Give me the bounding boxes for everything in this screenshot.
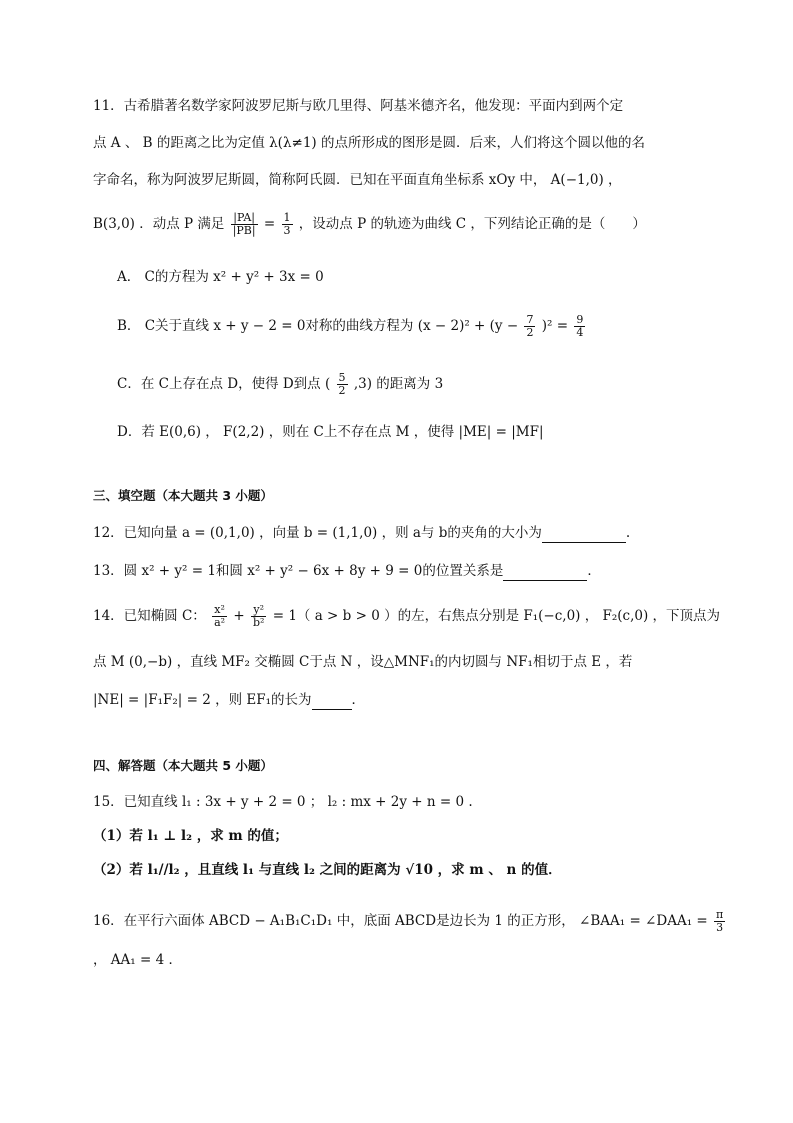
q11-optc-fnum: 5 [338, 371, 346, 384]
q16-line1-pre: 16．在平行六面体 ABCD − A₁B₁C₁D₁ 中，底面 ABCD是边长为 1 的正方形， ∠BAA₁ = ∠DAA₁ = [93, 913, 708, 929]
q14-line-1 [93, 604, 720, 629]
q11-option-b [117, 314, 587, 339]
section-answer-heading: 四、解答题（本大题共 5 小题） [93, 758, 273, 773]
q11-optc-pre: C．在 C上存在点 D，使得 D到点 ( [117, 376, 331, 392]
q16-pi-num: π [716, 908, 724, 921]
q13-text: 13．圆 x² + y² = 1和圆 x² + y² − 6x + 8y + 9 = 0的位置关系是 [93, 563, 504, 579]
q11-optb-mid: )² = [541, 318, 569, 334]
q11-third-den: 3 [283, 224, 291, 237]
q12-end: . [625, 525, 631, 541]
q11-optb-rnum: 9 [576, 313, 584, 326]
q14-plus: + [233, 608, 245, 624]
q16-line-1 [93, 909, 727, 934]
q11-line-4 [93, 212, 646, 237]
q14-x-den: a² [214, 616, 226, 629]
q12-text: 12．已知向量 a = (0,1,0) ，向量 b = (1,1,0) ，则 a与 b的夹角的大小为 [93, 525, 542, 541]
q11-optb-fden: 2 [526, 326, 534, 339]
q14-line1-post: = 1（ a > b > 0 ）的左，右焦点分别是 F₁(−c,0) ， F₂(c,0) ，下顶点为 [272, 608, 721, 624]
q14-y-num: y² [251, 604, 266, 617]
q11-ratio-num: |PA| [231, 212, 258, 225]
q14-y-den: b² [252, 616, 265, 629]
q12 [93, 523, 630, 543]
q14-line1-pre: 14．已知椭圆 C： [93, 608, 206, 624]
q13 [93, 561, 601, 581]
q11-optc-fraction [337, 372, 348, 397]
q11-line-2: 点 A 、 B 的距离之比为定值 λ(λ≠1) 的点所形成的图形是圆．后来，人们将这个圆以他的名 [93, 135, 645, 151]
q11-optb-rhs-fraction [574, 314, 585, 339]
q11-equals: = [263, 216, 276, 232]
q15-part-1: （1）若 l₁ ⊥ l₂ ，求 m 的值； [93, 828, 288, 844]
q11-optb-pre: B． C关于直线 x + y − 2 = 0对称的曲线方程为 (x − 2)² + (y − [117, 318, 519, 334]
q11-third-fraction [282, 212, 293, 237]
q11-optb-fnum: 7 [526, 313, 534, 326]
q11-optb-rden: 4 [576, 326, 584, 339]
q11-option-c [117, 372, 443, 397]
q11-ratio-den: |PB| [232, 224, 256, 237]
q11-line-1: 11．古希腊著名数学家阿波罗尼斯与欧几里得、阿基米德齐名，他发现：平面内到两个定 [93, 98, 624, 114]
q14-x-fraction [212, 604, 227, 629]
q11-option-d: D．若 E(0,6) ， F(2,2) ，则在 C上不存在点 M ，使得 |ME| = |MF| [117, 424, 544, 440]
q14-y-fraction [251, 604, 266, 629]
q11-optb-fraction [524, 314, 535, 339]
q13-end: ． [587, 563, 601, 579]
q11-option-a: A． C的方程为 x² + y² + 3x = 0 [117, 269, 324, 285]
q11-line4-pre: B(3,0) ．动点 P 满足 [93, 216, 225, 232]
q11-line4-post: ，设动点 P 的轨迹为曲线 C ，下列结论正确的是（ ） [298, 216, 646, 232]
q16-line-2: ， AA₁ = 4 ． [93, 952, 182, 968]
q11-line-3: 字命名，称为阿波罗尼斯圆，简称阿氏圆．已知在平面直角坐标系 xOy 中， A(−1,0) ， [93, 172, 622, 188]
q14-line-2: 点 M (0,−b) ，直线 MF₂ 交椭圆 C于点 N ，设△MNF₁的内切圆与 NF₁相切于点 E ，若 [93, 654, 633, 670]
q13-answer-blank [503, 566, 587, 581]
q16-pi-fraction [714, 909, 725, 934]
q11-ratio-fraction [231, 212, 258, 237]
q14-line3-end: ． [351, 692, 366, 708]
q11-optc-fden: 2 [338, 384, 346, 397]
q11-third-num: 1 [283, 211, 291, 224]
q11-optc-post: ,3) 的距离为 3 [353, 376, 444, 392]
q12-answer-blank [542, 528, 626, 543]
q15-line-1: 15．已知直线 l₁ : 3x + y + 2 = 0 ； l₂ : mx + 2y + n = 0 . [93, 794, 473, 810]
q16-pi-den: 3 [716, 921, 724, 934]
q14-answer-blank [312, 695, 352, 710]
q14-line3-text: |NE| = |F₁F₂| = 2 ，则 EF₁的长为 [93, 692, 312, 708]
q14-line-3 [93, 690, 365, 710]
q15-part-2: （2）若 l₁//l₂ ，且直线 l₁ 与直线 l₂ 之间的距离为 √10 ，求 m 、 n 的值． [93, 862, 562, 878]
q14-x-num: x² [212, 604, 227, 617]
section-fill-in-heading: 三、填空题（本大题共 3 小题） [93, 488, 273, 503]
